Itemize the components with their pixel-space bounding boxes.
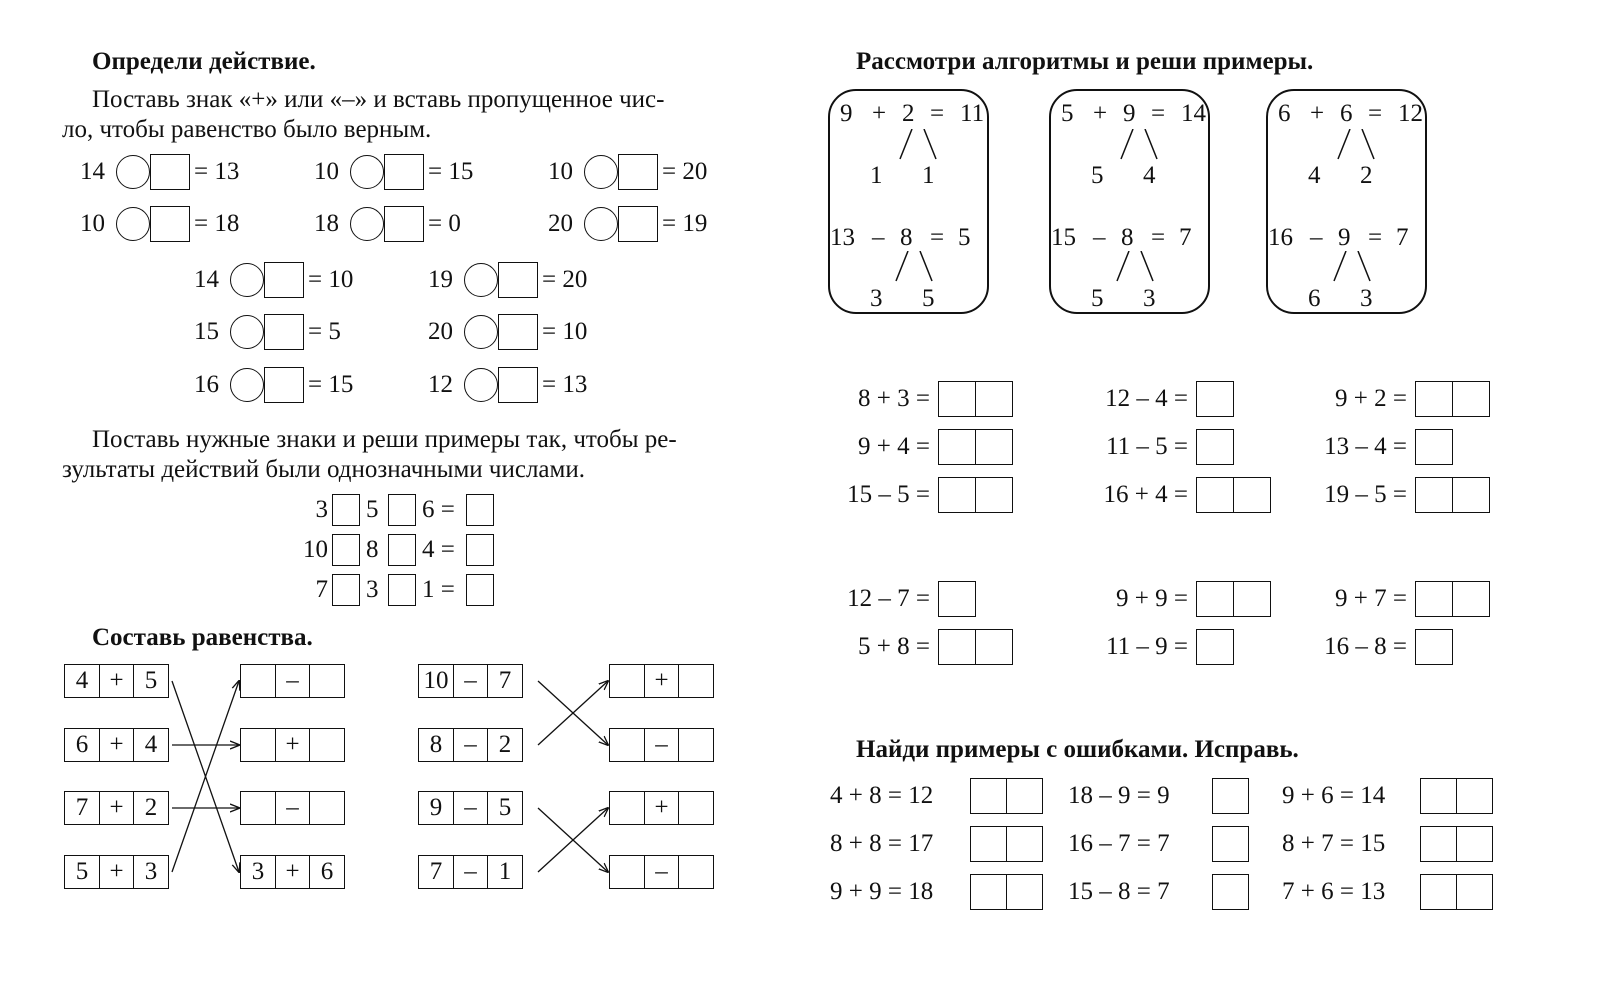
algorithm-term: 16	[1268, 224, 1293, 251]
expression-cell: 6	[64, 728, 100, 762]
example-row	[826, 629, 1046, 667]
section-title-compose-equalities: Составь равенства.	[92, 624, 313, 651]
expression-cell: 5	[133, 664, 169, 698]
answer-box[interactable]	[1196, 477, 1234, 513]
section-title-determine-action: Определи действие.	[92, 48, 316, 75]
split-value: 5	[1091, 162, 1104, 189]
algorithm-term: =	[1151, 224, 1166, 251]
target-cell: –	[644, 855, 680, 889]
example-expression: 12 – 4 =	[1105, 385, 1188, 412]
correction-box[interactable]	[970, 874, 1007, 910]
algorithm-term: 5	[1061, 100, 1074, 127]
expression-cell: 2	[487, 728, 523, 762]
error-example-row	[1282, 874, 1512, 912]
expression-cell: 7	[418, 855, 454, 889]
target-cell: +	[275, 728, 311, 762]
split-value: 1	[870, 162, 883, 189]
answer-box[interactable]	[1196, 429, 1234, 465]
algorithm-term: =	[1368, 100, 1383, 127]
correction-box[interactable]	[1456, 826, 1493, 862]
correction-box[interactable]	[1420, 826, 1457, 862]
answer-box[interactable]	[975, 629, 1013, 665]
result: = 10	[308, 266, 354, 293]
instruction-line: Поставь знак «+» или «–» и вставь пропущенное чис-	[92, 86, 665, 113]
split-lines	[830, 251, 991, 291]
instruction-line: зультаты действий были однозначными числами.	[62, 456, 585, 483]
target-cell: 3	[240, 855, 276, 889]
example-expression: 7 + 6 = 13	[1282, 878, 1386, 905]
example-row	[1084, 477, 1304, 515]
split-value: 3	[1360, 285, 1373, 312]
result: = 18	[194, 210, 240, 237]
expression-cell: +	[99, 664, 135, 698]
split-lines	[1051, 129, 1212, 169]
expression-cell: –	[453, 855, 489, 889]
algorithm-term: =	[930, 224, 945, 251]
split-value: 1	[922, 162, 935, 189]
operand: 8	[366, 536, 379, 563]
expression-cell: 5	[487, 791, 523, 825]
target-cell: +	[644, 664, 680, 698]
example-row	[1084, 629, 1304, 667]
algorithm-term: 15	[1051, 224, 1076, 251]
target-cell: +	[644, 791, 680, 825]
operand: 7	[315, 576, 328, 603]
algorithm-term: 9	[1338, 224, 1351, 251]
result: = 0	[428, 210, 461, 237]
example-row	[1084, 381, 1304, 419]
example-expression: 15 – 8 = 7	[1068, 878, 1170, 905]
algorithm-frame	[1266, 89, 1427, 314]
operand: 6 =	[422, 496, 455, 523]
example-expression: 15 – 5 =	[847, 481, 930, 508]
algorithm-term: –	[872, 224, 885, 251]
operand: 18	[314, 210, 339, 237]
split-lines	[1268, 129, 1429, 169]
algorithm-frame	[828, 89, 989, 314]
operand: 15	[194, 318, 219, 345]
algorithm-term: 9	[1123, 100, 1136, 127]
example-row	[826, 477, 1046, 515]
target-cell: –	[644, 728, 680, 762]
operand: 5	[366, 496, 379, 523]
example-expression: 4 + 8 = 12	[830, 782, 934, 809]
example-row	[1300, 477, 1520, 515]
answer-box[interactable]	[1415, 477, 1453, 513]
result: = 19	[662, 210, 708, 237]
expression-cell: 4	[133, 728, 169, 762]
operand: 10	[314, 158, 339, 185]
answer-box[interactable]	[1196, 629, 1234, 665]
error-example-row	[830, 874, 1060, 912]
example-expression: 11 – 9 =	[1106, 633, 1188, 660]
operand: 12	[428, 371, 453, 398]
operand: 10	[303, 536, 328, 563]
algorithm-term: 11	[960, 100, 985, 127]
answer-box[interactable]	[1233, 581, 1271, 617]
answer-box[interactable]	[1415, 429, 1453, 465]
expression-cell: 10	[418, 664, 454, 698]
answer-box[interactable]	[1415, 629, 1453, 665]
example-expression: 8 + 7 = 15	[1282, 830, 1386, 857]
expression-cell: +	[99, 728, 135, 762]
example-expression: 9 + 2 =	[1335, 385, 1407, 412]
expression-cell: +	[99, 791, 135, 825]
operand: 20	[548, 210, 573, 237]
example-row	[1084, 429, 1304, 467]
correction-box[interactable]	[970, 826, 1007, 862]
answer-box[interactable]	[975, 429, 1013, 465]
example-expression: 16 – 7 = 7	[1068, 830, 1170, 857]
example-expression: 9 + 9 = 18	[830, 878, 934, 905]
example-expression: 11 – 5 =	[1106, 433, 1188, 460]
example-expression: 8 + 3 =	[858, 385, 930, 412]
split-lines	[1268, 251, 1429, 291]
expression-cell: 8	[418, 728, 454, 762]
split-value: 3	[870, 285, 883, 312]
error-example-row	[830, 826, 1060, 864]
target-cell: +	[275, 855, 311, 889]
answer-box[interactable]	[938, 581, 976, 617]
split-value: 5	[922, 285, 935, 312]
example-expression: 13 – 4 =	[1324, 433, 1407, 460]
example-row	[826, 381, 1046, 419]
split-lines	[1051, 251, 1212, 291]
target-cell: –	[275, 664, 311, 698]
example-expression: 5 + 8 =	[858, 633, 930, 660]
split-value: 6	[1308, 285, 1321, 312]
answer-box[interactable]	[1196, 581, 1234, 617]
algorithm-term: 8	[900, 224, 913, 251]
result: = 20	[542, 266, 588, 293]
error-example-row	[830, 778, 1060, 816]
example-expression: 9 + 9 =	[1116, 585, 1188, 612]
answer-box[interactable]	[1452, 477, 1490, 513]
algorithm-term: 6	[1278, 100, 1291, 127]
example-row	[826, 429, 1046, 467]
algorithm-term: =	[1151, 100, 1166, 127]
answer-box[interactable]	[938, 429, 976, 465]
correction-box[interactable]	[1456, 874, 1493, 910]
expression-cell: 4	[64, 664, 100, 698]
answer-box[interactable]	[1196, 381, 1234, 417]
error-example-row	[1068, 826, 1298, 864]
correction-box[interactable]	[1420, 778, 1457, 814]
split-value: 5	[1091, 285, 1104, 312]
result: = 13	[194, 158, 240, 185]
example-expression: 16 – 8 =	[1324, 633, 1407, 660]
algorithm-term: 7	[1396, 224, 1409, 251]
operand: 1 =	[422, 576, 455, 603]
error-example-row	[1068, 874, 1298, 912]
example-expression: 9 + 6 = 14	[1282, 782, 1386, 809]
instruction-line: Поставь нужные знаки и реши примеры так, чтобы ре-	[92, 426, 677, 453]
algorithm-term: 7	[1179, 224, 1192, 251]
expression-cell: 7	[64, 791, 100, 825]
correction-box[interactable]	[1212, 778, 1249, 814]
algorithm-term: 6	[1340, 100, 1353, 127]
operand: 4 =	[422, 536, 455, 563]
algorithm-term: +	[872, 100, 887, 127]
error-example-row	[1282, 778, 1512, 816]
example-row	[1300, 381, 1520, 419]
expression-cell: 1	[487, 855, 523, 889]
answer-box[interactable]	[1452, 581, 1490, 617]
example-expression: 16 + 4 =	[1103, 481, 1188, 508]
operand: 14	[194, 266, 219, 293]
algorithm-term: 9	[840, 100, 853, 127]
target-cell: 6	[309, 855, 345, 889]
algorithm-term: 8	[1121, 224, 1134, 251]
algorithm-term: =	[1368, 224, 1383, 251]
matching-arrows	[0, 0, 760, 1000]
operand: 10	[548, 158, 573, 185]
answer-box[interactable]	[938, 629, 976, 665]
operand: 10	[80, 210, 105, 237]
operand: 19	[428, 266, 453, 293]
example-row	[826, 581, 1046, 619]
split-value: 2	[1360, 162, 1373, 189]
error-example-row	[1282, 826, 1512, 864]
expression-cell: –	[453, 791, 489, 825]
correction-box[interactable]	[1212, 826, 1249, 862]
error-example-row	[1068, 778, 1298, 816]
operand: 3	[315, 496, 328, 523]
operand: 14	[80, 158, 105, 185]
expression-cell: 2	[133, 791, 169, 825]
algorithm-term: –	[1310, 224, 1323, 251]
correction-box[interactable]	[1420, 874, 1457, 910]
algorithm-term: +	[1310, 100, 1325, 127]
expression-cell: 7	[487, 664, 523, 698]
split-value: 4	[1143, 162, 1156, 189]
correction-box[interactable]	[1006, 874, 1043, 910]
example-row	[1300, 581, 1520, 619]
answer-box[interactable]	[938, 381, 976, 417]
example-expression: 8 + 8 = 17	[830, 830, 934, 857]
result: = 13	[542, 371, 588, 398]
answer-box[interactable]	[938, 477, 976, 513]
algorithm-term: 5	[958, 224, 971, 251]
correction-box[interactable]	[1006, 778, 1043, 814]
correction-box[interactable]	[1006, 826, 1043, 862]
split-value: 4	[1308, 162, 1321, 189]
split-lines	[830, 129, 991, 169]
result: = 15	[308, 371, 354, 398]
algorithm-term: 12	[1398, 100, 1423, 127]
algorithm-term: =	[930, 100, 945, 127]
result: = 20	[662, 158, 708, 185]
example-row	[1300, 429, 1520, 467]
answer-box[interactable]	[1415, 581, 1453, 617]
instruction-line: ло, чтобы равенство было верным.	[62, 116, 432, 143]
operand: 16	[194, 371, 219, 398]
section-title-find-errors: Найди примеры с ошибками. Исправь.	[856, 736, 1299, 763]
result: = 10	[542, 318, 588, 345]
algorithm-term: +	[1093, 100, 1108, 127]
answer-box[interactable]	[1415, 381, 1453, 417]
split-value: 3	[1143, 285, 1156, 312]
algorithm-term: –	[1093, 224, 1106, 251]
expression-cell: +	[99, 855, 135, 889]
algorithm-term: 14	[1181, 100, 1206, 127]
example-row	[1084, 581, 1304, 619]
example-expression: 19 – 5 =	[1324, 481, 1407, 508]
algorithm-term: 2	[902, 100, 915, 127]
answer-box[interactable]	[1452, 381, 1490, 417]
algorithm-frame	[1049, 89, 1210, 314]
correction-box[interactable]	[1212, 874, 1249, 910]
result: = 5	[308, 318, 341, 345]
example-row	[1300, 629, 1520, 667]
expression-cell: 3	[133, 855, 169, 889]
expression-cell: –	[453, 728, 489, 762]
answer-box[interactable]	[1233, 477, 1271, 513]
answer-box[interactable]	[975, 381, 1013, 417]
example-expression: 18 – 9 = 9	[1068, 782, 1170, 809]
example-expression: 9 + 7 =	[1335, 585, 1407, 612]
target-cell: –	[275, 791, 311, 825]
expression-cell: 5	[64, 855, 100, 889]
result: = 15	[428, 158, 474, 185]
expression-cell: –	[453, 664, 489, 698]
algorithm-term: 13	[830, 224, 855, 251]
expression-cell: 9	[418, 791, 454, 825]
operand: 20	[428, 318, 453, 345]
operand: 3	[366, 576, 379, 603]
section-title-algorithms: Рассмотри алгоритмы и реши примеры.	[856, 48, 1314, 75]
answer-box[interactable]	[975, 477, 1013, 513]
example-expression: 9 + 4 =	[858, 433, 930, 460]
correction-box[interactable]	[1456, 778, 1493, 814]
correction-box[interactable]	[970, 778, 1007, 814]
example-expression: 12 – 7 =	[847, 585, 930, 612]
